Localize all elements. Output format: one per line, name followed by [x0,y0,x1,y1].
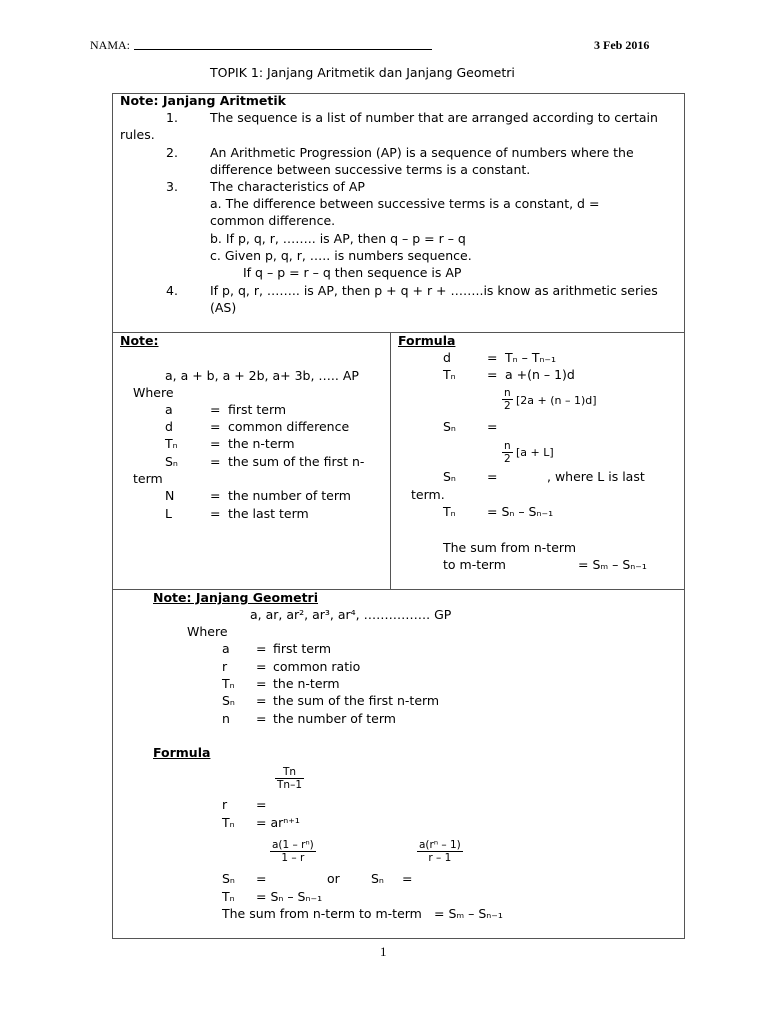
sn-fraction-r-greater-than-1 [417,839,463,864]
arith-item-4-line-1: If p, q, r, …….. is AP, then p + q + r + ……..is know as arithmetic series [210,283,658,298]
formula-equals: = [402,871,413,886]
r-fraction [275,766,304,791]
sum-n-to-m-rhs: = Sₘ – Sₙ₋₁ [434,906,503,921]
arith-item-3: The characteristics of AP [210,179,365,194]
def-equals: = [210,436,221,451]
def-description: common difference [228,419,350,434]
def-symbol: Sₙ [165,454,178,469]
def-symbol: Tₙ [165,436,178,451]
def-description: the n-term [273,676,340,691]
fraction-numerator: a(rⁿ – 1) [419,839,461,851]
page-title: TOPIK 1: Janjang Aritmetik dan Janjang Geometri [210,65,515,80]
sum-n-to-m-rhs: = Sₘ – Sₙ₋₁ [578,557,647,572]
arith-item-3c-line-2: If q – p = r – q then sequence is AP [243,265,462,280]
formula-sn-bracket: [2a + (n – 1)d] [516,394,597,407]
page-number: 1 [380,944,387,959]
def-equals: = [210,506,221,521]
def-description: the sum of the first n- [228,454,365,469]
arith-item-3a-line-1: a. The difference between successive terms is a constant, d = [210,196,600,211]
arith-item-3a-line-2: common difference. [210,213,336,228]
fraction-numerator: n [502,387,513,400]
ap-note-heading: Note: [120,333,159,348]
def-description: the sum of the first n-term [273,693,440,708]
def-symbol: a [165,402,173,417]
formula-symbol: r [222,797,228,812]
formula-equals: = [487,350,498,365]
fraction-numerator: Tn [275,766,304,779]
item-number: 4. [166,283,178,298]
ap-sequence: a, a + b, a + 2b, a+ 3b, ….. AP [165,368,359,383]
formula-symbol: Tₙ [222,815,235,830]
def-symbol: a [222,641,230,656]
fraction-denominator: r – 1 [428,852,452,864]
formula-d-rhs: Tₙ – Tₙ₋₁ [505,350,557,365]
fraction-denominator: 2 [504,453,511,465]
def-equals: = [210,402,221,417]
formula-equals: = [487,367,498,382]
fraction-denominator: 1 – r [281,852,305,864]
gp-box [112,589,685,939]
formula-symbol: Tₙ [222,889,235,904]
fraction-denominator: Tn–1 [277,779,302,791]
def-description: first term [273,641,332,656]
formula-equals: = [256,797,267,812]
def-symbol: n [222,711,230,726]
def-symbol: d [165,419,173,434]
arith-item-3c-line-1: c. Given p, q, r, ….. is numbers sequence. [210,248,472,263]
def-equals: = [210,454,221,469]
fraction-denominator: 2 [504,400,511,412]
formula-equals: = [256,871,267,886]
formula-symbol: Sₙ [222,871,235,886]
def-symbol: Tₙ [222,676,235,691]
sum-n-to-m-text: The sum from n-term to m-term [222,906,422,921]
def-description: the number of term [273,711,396,726]
item-number: 3. [166,179,178,194]
sum-n-to-m-line-1: The sum from n-term [443,540,576,555]
formula-symbol: d [443,350,451,365]
formula-symbol: Sₙ [443,419,456,434]
gp-heading [153,590,318,606]
arith-item-4-line-2: (AS) [210,300,237,315]
formula-equals: = [487,419,498,434]
def-description: first term [228,402,287,417]
def-equals: = [256,711,267,726]
where-label: Where [133,385,174,400]
name-label: NAMA: [90,38,131,52]
def-equals: = [256,641,267,656]
def-equals: = [256,693,267,708]
def-symbol: Sₙ [222,693,235,708]
def-equals: = [256,659,267,674]
arith-item-2-line-2: difference between successive terms is a constant. [210,162,531,177]
column-divider [390,332,391,590]
arith-item-2-line-1: An Arithmetic Progression (AP) is a sequence of numbers where the [210,145,634,160]
def-symbol: L [165,506,172,521]
formula-symbol: Tₙ [443,504,456,519]
def-description: the last term [228,506,309,521]
sum-n-to-m-line-2: to m-term [443,557,506,572]
arith-notes-heading: Note: Janjang Aritmetik [120,93,286,108]
def-description: the number of term [228,488,351,503]
date: 3 Feb 2016 [594,38,650,52]
sn-fraction-r-less-than-1 [270,839,316,864]
def-equals: = [210,488,221,503]
def-symbol: N [165,488,175,503]
or-label: or [327,871,340,886]
formula-tn2-rhs: = Sₙ – Sₙ₋₁ [256,889,323,904]
name-blank-line [134,49,432,50]
arith-item-3b: b. If p, q, r, …….. is AP, then q – p = r – q [210,231,466,246]
formula-symbol: Sₙ [371,871,384,886]
def-description: the n-term [228,436,295,451]
ap-formula-heading: Formula [398,333,456,348]
def-description: common ratio [273,659,361,674]
gp-sequence: a, ar, ar², ar³, ar⁴, ……………. GP [250,607,452,622]
formula-symbol: Sₙ [443,469,456,484]
fraction-numerator: a(1 – rⁿ) [272,839,314,851]
def-equals: = [210,419,221,434]
gp-heading-text: Note: Janjang Geometri [153,590,319,605]
arith-item-1-line-2: rules. [120,127,155,142]
sn-fraction [502,387,513,412]
formula-symbol: Tₙ [443,367,456,382]
fraction-numerator: n [502,440,513,453]
formula-tn-rhs: = arⁿ⁺¹ [256,815,300,830]
formula-sn-note: , where L is last [547,469,645,484]
formula-sn-bracket: [a + L] [516,446,554,459]
item-number: 2. [166,145,178,160]
where-label: Where [187,624,228,639]
formula-sn-note-wrap: term. [411,487,445,502]
arith-item-1-line-1: The sequence is a list of number that are arranged according to certain [210,110,658,125]
formula-equals: = [487,469,498,484]
gp-formula-heading: Formula [153,745,211,760]
def-description-wrap: term [133,471,163,486]
formula-tn-rhs: a +(n – 1)d [505,367,575,382]
def-symbol: r [222,659,228,674]
def-equals: = [256,676,267,691]
formula-tn2-rhs: = Sₙ – Sₙ₋₁ [487,504,554,519]
sn-fraction [502,440,513,465]
item-number: 1. [166,110,178,125]
